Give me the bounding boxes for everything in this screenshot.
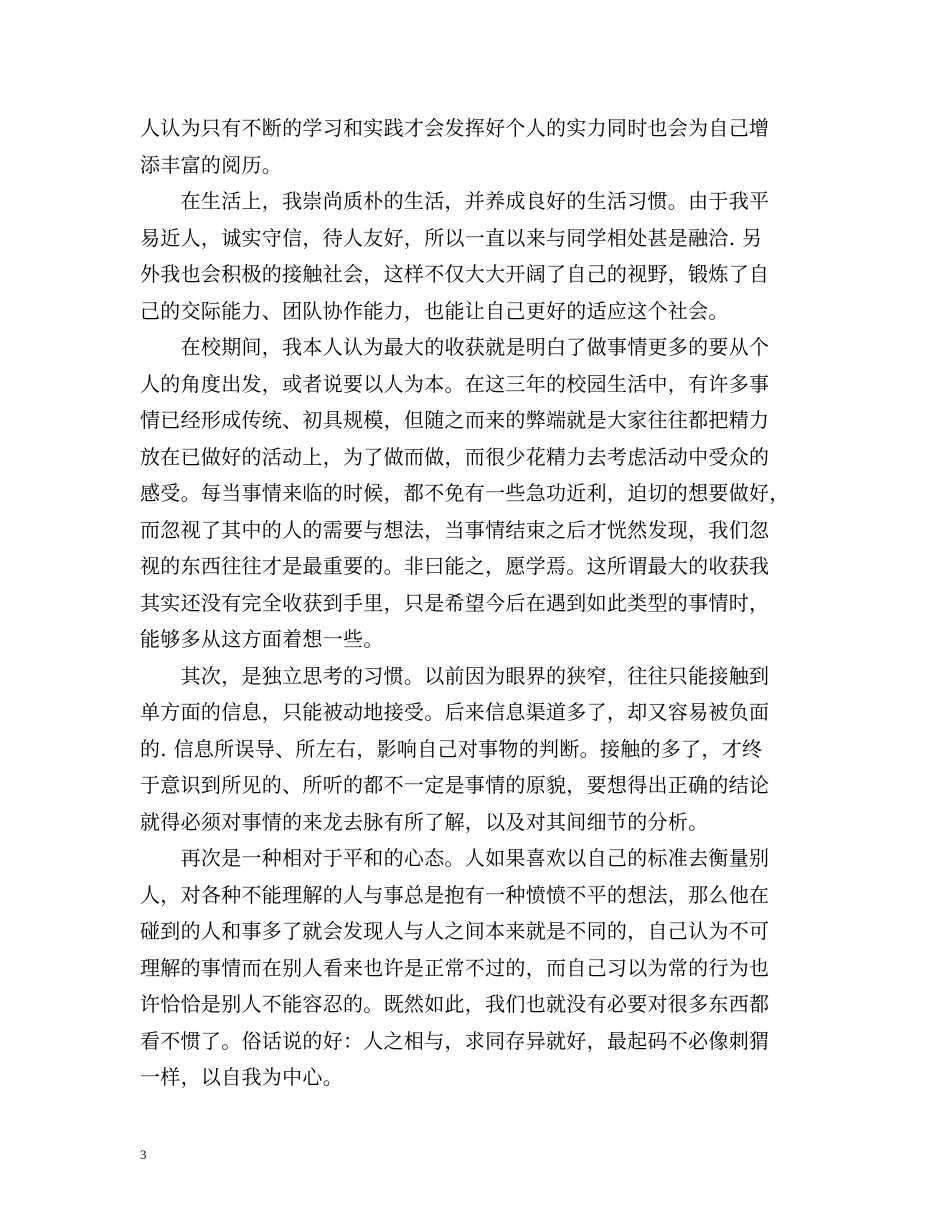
- text-line: 就得必须对事情的来龙去脉有所了解，以及对其间细节的分析。: [140, 809, 709, 834]
- text-line: 易近人，诚实守信，待人友好，所以一直以来与同学相处甚是融洽. 另: [140, 225, 763, 250]
- text-line: 看不惯了。俗话说的好：人之相与，求同存异就好，最起码不必像刺猬: [140, 1028, 770, 1053]
- text-line: 单方面的信息，只能被动地接受。后来信息渠道多了，却又容易被负面: [140, 700, 770, 724]
- text-line: 于意识到所见的、所听的都不一定是事情的原貌，要想得出正确的结论: [140, 773, 770, 797]
- text-line: 人的角度出发，或者说要以人为本。在这三年的校园生活中，有许多事: [140, 371, 770, 396]
- text-line: 碰到的人和事多了就会发现人与人之间本来就是不同的，自己认为不可: [140, 919, 770, 943]
- text-line: 而忽视了其中的人的需要与想法，当事情结束之后才恍然发现，我们忽: [140, 517, 770, 542]
- text-line: 再次是一种相对于平和的心态。人如果喜欢以自己的标准去衡量别: [140, 846, 770, 870]
- text-line: 放在已做好的活动上，为了做而做，而很少花精力去考虑活动中受众的: [140, 444, 770, 469]
- text-line: 一样，以自我为中心。: [140, 1065, 343, 1089]
- text-line: 己的交际能力、团队协作能力，也能让自己更好的适应这个社会。: [140, 298, 729, 323]
- text-line: 在生活上，我崇尚质朴的生活，并养成良好的生活习惯。由于我平: [140, 189, 770, 213]
- text-line: 人认为只有不断的学习和实践才会发挥好个人的实力同时也会为自己增: [140, 116, 770, 140]
- text-line: 人，对各种不能理解的人与事总是抱有一种愤愤不平的想法，那么他在: [140, 882, 770, 907]
- text-line: 视的东西往往才是最重要的。非曰能之，愿学焉。这所谓最大的收获我: [140, 554, 770, 578]
- text-line: 能够多从这方面着想一些。: [140, 627, 384, 651]
- text-line: 添丰富的阅历。: [140, 152, 283, 177]
- text-line: 的. 信息所误导、所左右，影响自己对事物的判断。接触的多了，才终: [140, 736, 763, 761]
- text-line: 许恰恰是别人不能容忍的。既然如此，我们也就没有必要对很多东西都: [140, 992, 770, 1016]
- body-text: [140, 110, 820, 1096]
- text-line: 外我也会积极的接触社会，这样不仅大大开阔了自己的视野，锻炼了自: [140, 262, 770, 286]
- page-number: 3: [140, 1147, 147, 1162]
- text-line: 情已经形成传统、初具规模，但随之而来的弊端就是大家往往都把精力: [140, 408, 770, 432]
- text-line: 感受。每当事情来临的时候，都不免有一些急功近利，迫切的想要做好，: [140, 481, 790, 505]
- text-line: 理解的事情而在别人看来也许是正常不过的，而自己习以为常的行为也: [140, 955, 770, 980]
- text-line: 在校期间，我本人认为最大的收获就是明白了做事情更多的要从个: [140, 335, 770, 359]
- text-line: 其实还没有完全收获到手里，只是希望今后在遇到如此类型的事情时，: [140, 590, 770, 615]
- text-line: 其次，是独立思考的习惯。以前因为眼界的狭窄，往往只能接触到: [140, 663, 770, 688]
